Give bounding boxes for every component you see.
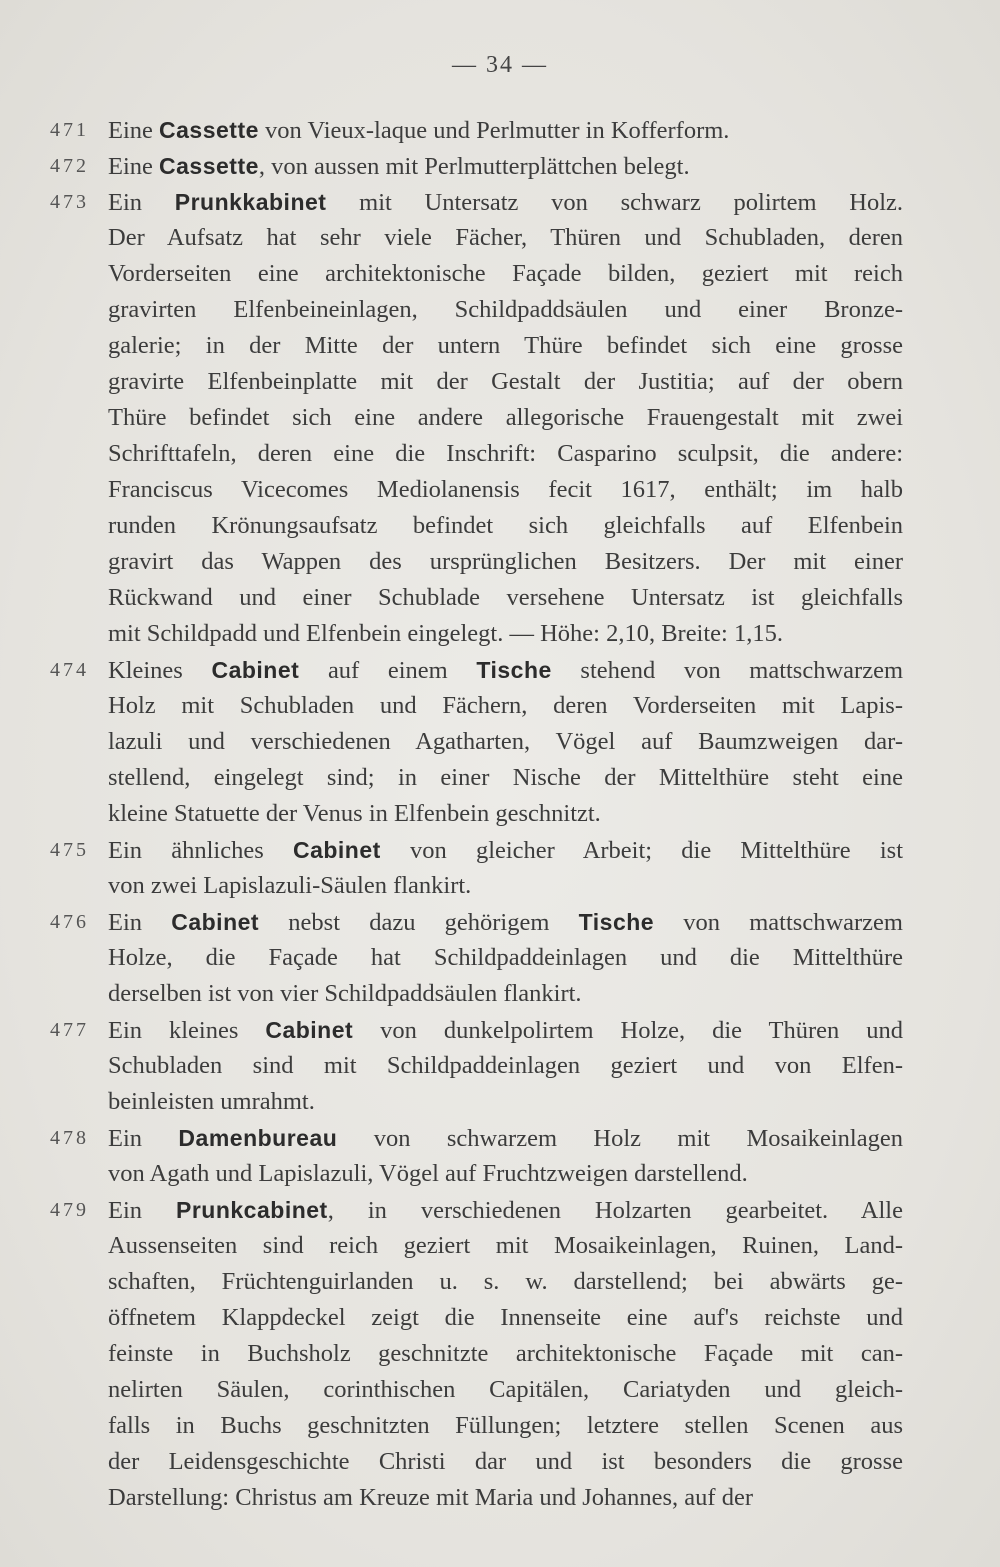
entry-text-line bbox=[108, 1156, 903, 1192]
entry-text-line bbox=[108, 760, 903, 796]
entry-text: Ein bbox=[108, 189, 175, 216]
entry-text: Thüre befindet sich eine andere allegorische Frauengestalt mit zwei bbox=[108, 404, 903, 431]
entry-text: lazuli und verschiedenen Agatharten, Vögel auf Baumzweigen dar- bbox=[108, 728, 903, 755]
entry-text-line bbox=[108, 472, 903, 508]
entry-text: falls in Buchs geschnitzten Füllungen; letztere stellen Scenen aus bbox=[108, 1412, 903, 1439]
entry-text: öffnetem Klappdeckel zeigt die Innenseite eine auf's reichste und bbox=[108, 1304, 903, 1331]
entry-text: Ein bbox=[108, 1125, 179, 1152]
entry-text-line bbox=[108, 796, 903, 832]
entry-text: der Leidensgeschichte Christi dar und ist besonders die grosse bbox=[108, 1448, 903, 1475]
object-keyword: Tische bbox=[476, 657, 552, 683]
object-keyword: Damenbureau bbox=[178, 1125, 338, 1151]
entry-text: Franciscus Vicecomes Mediolanensis fecit 1617, enthält; im halb bbox=[108, 476, 903, 503]
entry-text-line bbox=[108, 580, 903, 616]
entry-text: Kleines bbox=[108, 657, 212, 684]
entry-text: Ein kleines bbox=[108, 1017, 266, 1044]
entry-text: Holze, die Façade hat Schildpaddeinlagen und die Mittelthüre bbox=[108, 944, 903, 971]
entry-text-line bbox=[108, 1192, 903, 1228]
object-keyword: Cabinet bbox=[265, 1017, 354, 1043]
entry-text: gravirten Elfenbeineinlagen, Schildpaddsäulen und einer Bronze- bbox=[108, 296, 903, 323]
entry-text-line bbox=[108, 220, 903, 256]
entry-text: Ein bbox=[108, 1197, 176, 1224]
entry-text: mit Schildpadd und Elfenbein eingelegt. — Höhe: 2,10, Breite: 1,15. bbox=[108, 620, 783, 647]
entry-text: Ein ähnliches bbox=[108, 837, 293, 864]
entry-text-line bbox=[108, 1228, 903, 1264]
entry-text: gravirte Elfenbeinplatte mit der Gestalt der Justitia; auf der obern bbox=[108, 368, 903, 395]
object-keyword: Prunkcabinet bbox=[176, 1197, 328, 1223]
page-number: — 34 — bbox=[452, 52, 548, 78]
entry-number: 479 bbox=[50, 1199, 89, 1221]
entry-text-line bbox=[108, 1480, 903, 1516]
entry-number: 476 bbox=[50, 911, 89, 933]
entry-text: Rückwand und einer Schublade versehene Untersatz ist gleichfalls bbox=[108, 584, 903, 611]
entry-text-line bbox=[108, 976, 903, 1012]
entry-text: Schubladen sind mit Schildpaddeinlagen geziert und von Elfen- bbox=[108, 1052, 903, 1079]
entry-text-line bbox=[108, 544, 903, 580]
entry-text-line bbox=[108, 1300, 903, 1336]
object-keyword: Cabinet bbox=[171, 909, 260, 935]
entry-text: mit Untersatz von schwarz polirtem Holz. bbox=[326, 189, 903, 216]
entry-text-line bbox=[108, 328, 903, 364]
entry-number: 473 bbox=[50, 191, 89, 213]
entry-text-line bbox=[108, 364, 903, 400]
entry-text-line bbox=[108, 724, 903, 760]
entry-text: kleine Statuette der Venus in Elfenbein geschnitzt. bbox=[108, 800, 601, 827]
entry-text: Ein bbox=[108, 909, 172, 936]
entry-text: von zwei Lapislazuli-Säulen flankirt. bbox=[108, 872, 472, 899]
entry-number: 472 bbox=[50, 155, 89, 177]
entry-text-line bbox=[108, 1408, 903, 1444]
entry-text: Schrifttafeln, deren eine die Inschrift: Casparino sculpsit, die andere: bbox=[108, 440, 903, 467]
entry-text-line bbox=[108, 652, 903, 688]
entry-text-line bbox=[108, 1264, 903, 1300]
entry-text: Aussenseiten sind reich geziert mit Mosaikeinlagen, Ruinen, Land- bbox=[108, 1232, 903, 1259]
entry-text-line bbox=[108, 1336, 903, 1372]
entry-text: von Vieux-laque und Perlmutter in Kofferform. bbox=[258, 117, 730, 144]
entry-text-line bbox=[108, 292, 903, 328]
entry-text-line bbox=[108, 112, 903, 148]
entry-text: feinste in Buchsholz geschnitzte architektonische Façade mit can- bbox=[108, 1340, 903, 1367]
entry-text-line bbox=[108, 184, 903, 220]
entry-text: Eine bbox=[108, 117, 160, 144]
entry-number: 471 bbox=[50, 119, 89, 141]
entry-text: von Agath und Lapislazuli, Vögel auf Fruchtzweigen darstellend. bbox=[108, 1160, 748, 1187]
entry-text: stehend von mattschwarzem bbox=[551, 657, 903, 684]
entry-text: von mattschwarzem bbox=[654, 909, 903, 936]
entry-text-line bbox=[108, 508, 903, 544]
entry-text-line bbox=[108, 1048, 903, 1084]
entry-text-line bbox=[108, 940, 903, 976]
object-keyword: Prunkkabinet bbox=[174, 189, 327, 215]
entry-text: runden Krönungsaufsatz befindet sich gleichfalls auf Elfenbein bbox=[108, 512, 903, 539]
entry-text-line bbox=[108, 1372, 903, 1408]
entry-text: , von aussen mit Perlmutterplättchen belegt. bbox=[258, 153, 690, 180]
entry-text-line bbox=[108, 832, 903, 868]
entry-text-line bbox=[108, 1444, 903, 1480]
entry-text: von schwarzem Holz mit Mosaikeinlagen bbox=[337, 1125, 903, 1152]
object-keyword: Cassette bbox=[159, 153, 259, 179]
entry-text: Holz mit Schubladen und Fächern, deren Vorderseiten mit Lapis- bbox=[108, 692, 903, 719]
object-keyword: Cabinet bbox=[211, 657, 300, 683]
entry-text-line bbox=[108, 904, 903, 940]
entry-text-line bbox=[108, 436, 903, 472]
entry-text: stellend, eingelegt sind; in einer Nische der Mittelthüre steht eine bbox=[108, 764, 903, 791]
entry-number: 474 bbox=[50, 659, 89, 681]
entry-text-line bbox=[108, 616, 903, 652]
entry-number: 475 bbox=[50, 839, 89, 861]
object-keyword: Tische bbox=[578, 909, 655, 935]
entry-text: galerie; in der Mitte der untern Thüre befindet sich eine grosse bbox=[108, 332, 903, 359]
entry-text: derselben ist von vier Schildpaddsäulen flankirt. bbox=[108, 980, 582, 1007]
entry-text: nelirten Säulen, corinthischen Capitälen, Cariatyden und gleich- bbox=[108, 1376, 903, 1403]
entry-text: gravirt das Wappen des ursprünglichen Besitzers. Der mit einer bbox=[108, 548, 903, 575]
entry-text: von dunkelpolirtem Holze, die Thüren und bbox=[353, 1017, 903, 1044]
entry-text: Eine bbox=[108, 153, 160, 180]
entry-text-line bbox=[108, 1084, 903, 1120]
entry-text-line bbox=[108, 688, 903, 724]
entry-text-line bbox=[108, 256, 903, 292]
entry-text: Vorderseiten eine architektonische Façade bilden, geziert mit reich bbox=[108, 260, 903, 287]
entry-text: , in verschiedenen Holzarten gearbeitet. Alle bbox=[327, 1197, 903, 1224]
object-keyword: Cabinet bbox=[292, 837, 381, 863]
entry-text: schaften, Früchtenguirlanden u. s. w. darstellend; bei abwärts ge- bbox=[108, 1268, 903, 1295]
entry-text-line bbox=[108, 148, 903, 184]
object-keyword: Cassette bbox=[159, 117, 259, 143]
entry-text: von gleicher Arbeit; die Mittelthüre ist bbox=[380, 837, 903, 864]
entry-text: Der Aufsatz hat sehr viele Fächer, Thüren und Schubladen, deren bbox=[108, 224, 903, 251]
entry-text-line bbox=[108, 1012, 903, 1048]
entry-number: 477 bbox=[50, 1019, 89, 1041]
entry-text: Darstellung: Christus am Kreuze mit Maria und Johannes, auf der bbox=[108, 1484, 754, 1511]
entry-text: auf einem bbox=[299, 657, 477, 684]
entry-text-line bbox=[108, 868, 903, 904]
entry-text: nebst dazu gehörigem bbox=[259, 909, 579, 936]
entry-number: 478 bbox=[50, 1127, 89, 1149]
entry-text: beinleisten umrahmt. bbox=[108, 1088, 315, 1115]
entry-text-line bbox=[108, 400, 903, 436]
entry-text-line bbox=[108, 1120, 903, 1156]
